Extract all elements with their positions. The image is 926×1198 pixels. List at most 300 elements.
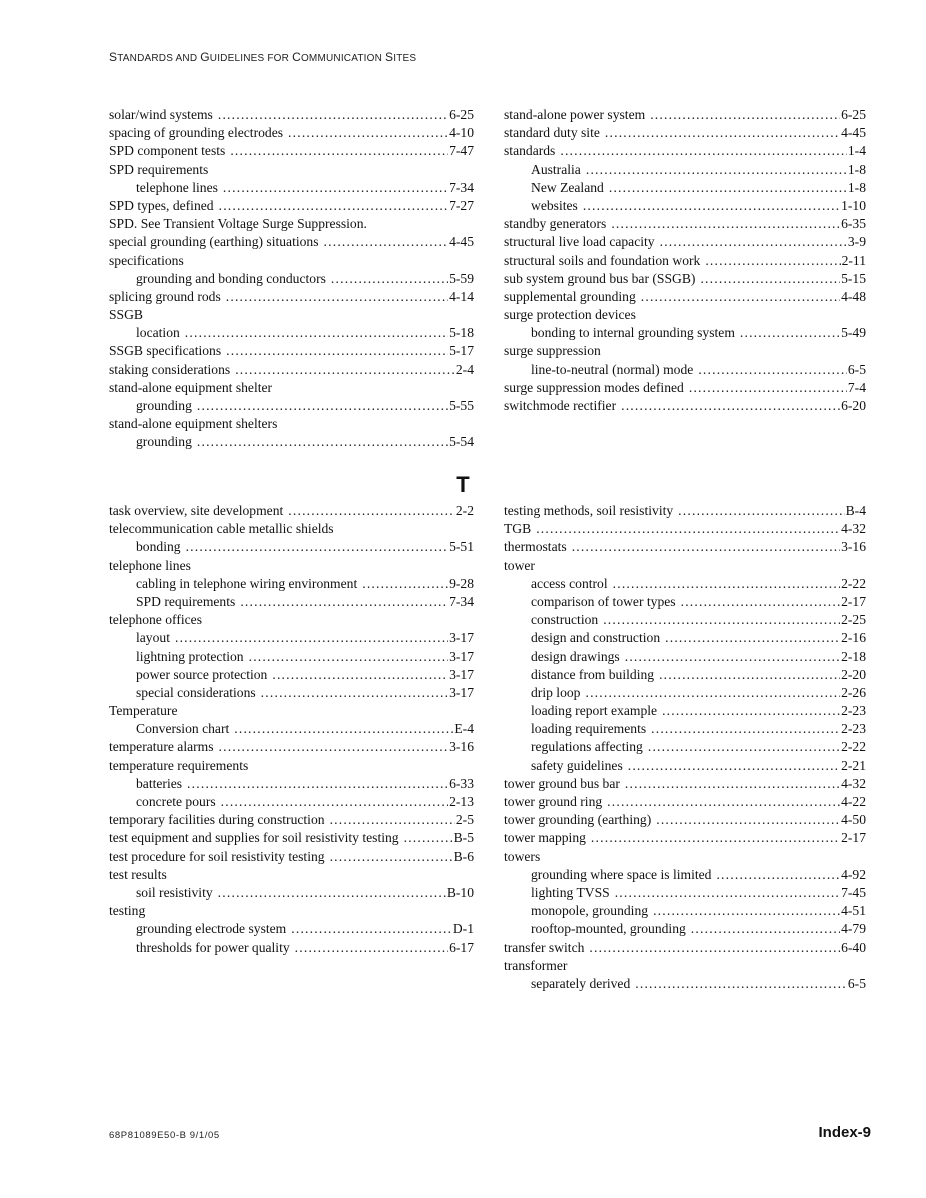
- index-subentry: [109, 575, 474, 593]
- entry-page-ref: 2-22: [841, 739, 866, 755]
- entry-page-ref: 5-17: [449, 343, 474, 359]
- dot-leader: [705, 252, 840, 270]
- entry-term: separately derived: [531, 975, 631, 991]
- dot-leader: [572, 538, 840, 556]
- dot-leader: [288, 124, 448, 142]
- entry-page-ref: 3-9: [847, 234, 866, 250]
- entry-page-ref: 4-32: [841, 521, 866, 537]
- index-subentry: [504, 884, 866, 902]
- index-entry: [504, 233, 866, 251]
- entry-page-ref: 6-40: [841, 939, 866, 955]
- dot-leader: [185, 324, 448, 342]
- index-entry: [504, 538, 866, 556]
- entry-term: access control: [531, 575, 608, 591]
- entry-page-ref: 1-10: [841, 197, 866, 213]
- index-column-right: [504, 502, 866, 993]
- entry-page-ref: 7-34: [449, 179, 474, 195]
- index-entry: [109, 215, 474, 233]
- entry-term: design drawings: [531, 648, 620, 664]
- entry-page-ref: 6-20: [841, 398, 866, 413]
- entry-term: loading report example: [531, 703, 658, 719]
- index-subentry: [504, 648, 866, 666]
- index-entry: [504, 124, 866, 142]
- index-entry: [504, 793, 866, 811]
- index-subentry: [504, 161, 866, 179]
- index-entry: [109, 902, 474, 920]
- entry-page-ref: 1-8: [847, 161, 866, 177]
- index-subentry: [109, 179, 474, 197]
- dot-leader: [605, 124, 840, 142]
- entry-page-ref: 6-17: [449, 939, 474, 955]
- index-entry: [109, 866, 474, 884]
- index-subentry: [504, 324, 866, 342]
- entry-term: standards: [504, 143, 556, 159]
- index-subentry: [109, 397, 474, 415]
- entry-term: stand-alone power system: [504, 107, 646, 122]
- entry-term: grounding: [136, 398, 192, 413]
- index-entry: [109, 611, 474, 629]
- entry-term: monopole, grounding: [531, 903, 649, 919]
- entry-term: test results: [109, 866, 167, 882]
- dot-leader: [625, 648, 840, 666]
- dot-leader: [591, 829, 840, 847]
- entry-term: telephone lines: [136, 179, 218, 195]
- dot-leader: [272, 666, 448, 684]
- entry-term: SPD requirements: [136, 593, 236, 609]
- dot-leader: [197, 433, 448, 451]
- index-subentry: [504, 866, 866, 884]
- entry-term: bonding: [136, 539, 181, 555]
- dot-leader: [653, 902, 840, 920]
- dot-leader: [240, 593, 448, 611]
- index-entry: [109, 342, 474, 360]
- index-entry: [109, 502, 474, 520]
- entry-page-ref: B-6: [453, 848, 474, 864]
- entry-page-ref: 2-25: [841, 612, 866, 628]
- entry-term: switchmode rectifier: [504, 398, 617, 413]
- document-id: 68P81089E50-B 9/1/05: [109, 1130, 220, 1141]
- entry-page-ref: 4-50: [841, 812, 866, 828]
- entry-page-ref: 2-2: [455, 503, 474, 518]
- entry-term: lighting TVSS: [531, 884, 610, 900]
- dot-leader: [586, 161, 847, 179]
- index-subentry: [504, 720, 866, 738]
- section-letter-t: T: [456, 472, 470, 497]
- index-column-right: [504, 106, 866, 415]
- entry-page-ref: 2-26: [841, 684, 866, 700]
- entry-term: testing methods, soil resistivity: [504, 503, 674, 518]
- dot-leader: [585, 684, 840, 702]
- entry-term: Australia: [531, 161, 581, 177]
- entry-term: temporary facilities during construction: [109, 812, 325, 828]
- index-subentry: [109, 324, 474, 342]
- dot-leader: [324, 233, 449, 251]
- index-column-left: [109, 106, 474, 452]
- entry-page-ref: 2-23: [841, 721, 866, 737]
- index-entry: [109, 702, 474, 720]
- entry-term: supplemental grounding: [504, 288, 636, 304]
- entry-page-ref: B-5: [453, 830, 474, 846]
- entry-term: telecommunication cable metallic shields: [109, 521, 334, 537]
- dot-leader: [187, 775, 448, 793]
- entry-page-ref: 4-51: [841, 903, 866, 919]
- dot-leader: [331, 270, 448, 288]
- entry-page-ref: B-4: [845, 503, 866, 518]
- dot-leader: [218, 106, 448, 124]
- entry-page-ref: 3-16: [449, 739, 474, 755]
- index-entry: [109, 306, 474, 324]
- entry-term: New Zealand: [531, 179, 604, 195]
- index-subentry: [504, 684, 866, 702]
- dot-leader: [223, 179, 448, 197]
- entry-page-ref: 2-21: [841, 757, 866, 773]
- dot-leader: [716, 866, 840, 884]
- entry-term: grounding where space is limited: [531, 866, 712, 882]
- entry-page-ref: 6-33: [449, 775, 474, 791]
- entry-page-ref: 7-47: [449, 143, 474, 159]
- dot-leader: [659, 666, 840, 684]
- entry-page-ref: B-10: [446, 884, 474, 900]
- index-subentry: [109, 920, 474, 938]
- dot-leader: [226, 288, 448, 306]
- entry-term: towers: [504, 848, 541, 864]
- entry-term: SPD types, defined: [109, 197, 214, 213]
- index-entry: [109, 142, 474, 160]
- index-subentry: [504, 902, 866, 920]
- index-entry: [504, 106, 866, 124]
- entry-term: test procedure for soil resistivity testing: [109, 848, 325, 864]
- dot-leader: [219, 197, 448, 215]
- dot-leader: [665, 629, 840, 647]
- entry-term: tower mapping: [504, 830, 586, 846]
- dot-leader: [330, 811, 455, 829]
- index-entry: [504, 252, 866, 270]
- entry-page-ref: 6-5: [847, 975, 866, 991]
- index-subentry: [504, 629, 866, 647]
- index-entry: [504, 520, 866, 538]
- entry-term: location: [136, 325, 180, 341]
- index-subentry: [504, 666, 866, 684]
- entry-page-ref: E-4: [454, 721, 474, 737]
- entry-term: thermostats: [504, 539, 567, 555]
- entry-page-ref: 5-59: [449, 270, 474, 286]
- index-subentry: [504, 593, 866, 611]
- index-entry: [504, 775, 866, 793]
- entry-term: batteries: [136, 775, 183, 791]
- index-entry: [504, 397, 866, 415]
- entry-page-ref: 3-17: [449, 630, 474, 646]
- dot-leader: [641, 288, 840, 306]
- index-subentry: [504, 920, 866, 938]
- dot-leader: [221, 793, 448, 811]
- entry-page-ref: 6-35: [841, 216, 866, 232]
- index-entry: [504, 848, 866, 866]
- index-subentry: [504, 611, 866, 629]
- entry-page-ref: 3-17: [449, 684, 474, 700]
- index-subentry: [109, 629, 474, 647]
- dot-leader: [583, 197, 840, 215]
- entry-page-ref: 7-45: [841, 884, 866, 900]
- entry-page-ref: 2-17: [841, 593, 866, 609]
- dot-leader: [611, 215, 840, 233]
- dot-leader: [175, 629, 448, 647]
- entry-term: specifications: [109, 252, 184, 268]
- entry-term: safety guidelines: [531, 757, 623, 773]
- dot-leader: [635, 975, 847, 993]
- index-entry: [109, 848, 474, 866]
- entry-page-ref: 3-16: [841, 539, 866, 555]
- index-entry: [504, 502, 866, 520]
- entry-term: solar/wind systems: [109, 107, 213, 122]
- entry-page-ref: 5-49: [841, 325, 866, 341]
- dot-leader: [230, 142, 448, 160]
- entry-term: staking considerations: [109, 361, 231, 377]
- index-entry: [109, 811, 474, 829]
- entry-term: Temperature: [109, 703, 178, 719]
- dot-leader: [625, 775, 840, 793]
- dot-leader: [621, 397, 840, 415]
- dot-leader: [362, 575, 448, 593]
- index-entry: [109, 829, 474, 847]
- entry-term: websites: [531, 197, 578, 213]
- index-subentry: [504, 975, 866, 993]
- entry-page-ref: 4-22: [841, 794, 866, 809]
- entry-term: grounding: [136, 434, 192, 450]
- entry-term: surge suppression: [504, 343, 601, 359]
- entry-term: surge protection devices: [504, 307, 636, 323]
- entry-page-ref: 6-25: [449, 107, 474, 122]
- entry-term: Conversion chart: [136, 721, 230, 737]
- dot-leader: [235, 361, 455, 379]
- dot-leader: [291, 920, 452, 938]
- entry-term: stand-alone equipment shelter: [109, 379, 273, 395]
- index-subentry: [504, 738, 866, 756]
- entry-page-ref: 5-54: [449, 434, 474, 450]
- dot-leader: [609, 179, 847, 197]
- entry-page-ref: 4-79: [841, 921, 866, 937]
- entry-page-ref: 2-4: [455, 361, 474, 377]
- entry-term: structural soils and foundation work: [504, 252, 701, 268]
- index-entry: [109, 288, 474, 306]
- entry-page-ref: 2-16: [841, 630, 866, 646]
- entry-term: construction: [531, 612, 599, 628]
- entry-page-ref: 2-13: [449, 794, 474, 809]
- entry-term: tower ground bus bar: [504, 775, 620, 791]
- dot-leader: [650, 106, 840, 124]
- entry-page-ref: 2-18: [841, 648, 866, 664]
- entry-term: soil resistivity: [136, 884, 213, 900]
- dot-leader: [219, 738, 449, 756]
- index-entry: [504, 142, 866, 160]
- entry-term: comparison of tower types: [531, 593, 676, 609]
- running-header-text: STANDARDS AND GUIDELINES FOR COMMUNICATION SITES: [109, 50, 417, 64]
- dot-leader: [648, 738, 840, 756]
- index-subentry: [109, 593, 474, 611]
- entry-page-ref: D-1: [452, 921, 474, 937]
- index-subentry: [109, 884, 474, 902]
- entry-term: thresholds for power quality: [136, 939, 290, 955]
- dot-leader: [700, 270, 840, 288]
- entry-term: stand-alone equipment shelters: [109, 416, 278, 432]
- entry-term: SPD requirements: [109, 161, 209, 177]
- entry-term: cabling in telephone wiring environment: [136, 575, 358, 591]
- index-entry: [504, 829, 866, 847]
- index-entry: [109, 738, 474, 756]
- entry-term: bonding to internal grounding system: [531, 325, 735, 341]
- dot-leader: [249, 648, 448, 666]
- entry-page-ref: 2-5: [455, 812, 474, 828]
- entry-page-ref: 4-45: [449, 234, 474, 250]
- dot-leader: [234, 720, 453, 738]
- index-entry: [504, 270, 866, 288]
- entry-page-ref: 4-32: [841, 775, 866, 791]
- entry-page-ref: 3-17: [449, 648, 474, 664]
- index-entry: [109, 557, 474, 575]
- dot-leader: [261, 684, 448, 702]
- index-entry: [504, 557, 866, 575]
- index-entry: [504, 811, 866, 829]
- dot-leader: [678, 502, 844, 520]
- dot-leader: [607, 793, 840, 811]
- entry-term: lightning protection: [136, 648, 244, 664]
- entry-term: surge suppression modes defined: [504, 379, 684, 395]
- index-entry: [109, 361, 474, 379]
- entry-term: layout: [136, 630, 170, 646]
- index-entry: [109, 379, 474, 397]
- entry-page-ref: 5-18: [449, 325, 474, 341]
- entry-page-ref: 5-51: [449, 539, 474, 555]
- entry-term: temperature alarms: [109, 739, 214, 755]
- entry-page-ref: 2-23: [841, 703, 866, 719]
- entry-term: tower grounding (earthing): [504, 812, 652, 828]
- index-subentry: [504, 757, 866, 775]
- entry-term: special considerations: [136, 684, 256, 700]
- index-entry: [109, 757, 474, 775]
- index-entry: [109, 415, 474, 433]
- index-subentry: [504, 361, 866, 379]
- dot-leader: [691, 920, 840, 938]
- dot-leader: [589, 939, 840, 957]
- entry-term: distance from building: [531, 666, 655, 682]
- entry-term: drip loop: [531, 684, 581, 700]
- entry-page-ref: 5-15: [841, 270, 866, 286]
- page-number: Index-9: [818, 1124, 871, 1141]
- entry-page-ref: 5-55: [449, 398, 474, 413]
- index-entry: [109, 106, 474, 124]
- index-subentry: [109, 666, 474, 684]
- dot-leader: [197, 397, 448, 415]
- index-subentry: [504, 575, 866, 593]
- index-entry: [504, 342, 866, 360]
- dot-leader: [330, 848, 453, 866]
- entry-term: task overview, site development: [109, 503, 284, 518]
- dot-leader: [186, 538, 449, 556]
- entry-term: line-to-neutral (normal) mode: [531, 361, 694, 377]
- dot-leader: [689, 379, 847, 397]
- dot-leader: [226, 342, 448, 360]
- entry-term: sub system ground bus bar (SSGB): [504, 270, 696, 286]
- entry-term: concrete pours: [136, 794, 216, 809]
- entry-page-ref: 2-22: [841, 575, 866, 591]
- running-header: [109, 50, 416, 64]
- index-subentry: [504, 197, 866, 215]
- dot-leader: [218, 884, 446, 902]
- dot-leader: [603, 611, 840, 629]
- entry-term: power source protection: [136, 666, 268, 682]
- dot-leader: [295, 939, 448, 957]
- index-entry: [109, 197, 474, 215]
- entry-term: design and construction: [531, 630, 661, 646]
- entry-term: rooftop-mounted, grounding: [531, 921, 686, 937]
- dot-leader: [651, 720, 840, 738]
- entry-page-ref: 6-5: [847, 361, 866, 377]
- dot-leader: [404, 829, 453, 847]
- entry-term: transfer switch: [504, 939, 585, 955]
- dot-leader: [613, 575, 840, 593]
- entry-page-ref: 1-8: [847, 179, 866, 195]
- entry-page-ref: 4-45: [841, 125, 866, 141]
- index-subentry: [109, 270, 474, 288]
- index-subentry: [109, 684, 474, 702]
- entry-page-ref: 1-4: [847, 143, 866, 159]
- index-subentry: [109, 538, 474, 556]
- entry-page-ref: 6-25: [841, 107, 866, 122]
- entry-term: structural live load capacity: [504, 234, 655, 250]
- entry-term: transformer: [504, 957, 568, 973]
- index-entry: [109, 233, 474, 251]
- entry-page-ref: 7-4: [847, 379, 866, 395]
- index-entry: [109, 124, 474, 142]
- entry-term: test equipment and supplies for soil resistivity testing: [109, 830, 399, 846]
- entry-page-ref: 3-17: [449, 666, 474, 682]
- dot-leader: [698, 361, 847, 379]
- entry-term: SSGB specifications: [109, 343, 222, 359]
- index-entry: [504, 306, 866, 324]
- index-subentry: [109, 939, 474, 957]
- entry-term: TGB: [504, 521, 532, 537]
- entry-term: tower: [504, 557, 535, 573]
- entry-page-ref: 4-14: [449, 288, 474, 304]
- entry-page-ref: 2-11: [841, 252, 866, 268]
- entry-term: regulations affecting: [531, 739, 643, 755]
- entry-term: splicing ground rods: [109, 288, 221, 304]
- entry-term: loading requirements: [531, 721, 647, 737]
- entry-term: telephone lines: [109, 557, 191, 573]
- entry-term: standby generators: [504, 216, 607, 232]
- index-subentry: [109, 720, 474, 738]
- entry-term: telephone offices: [109, 612, 202, 628]
- index-entry: [504, 215, 866, 233]
- entry-term: temperature requirements: [109, 757, 249, 773]
- entry-term: tower ground ring: [504, 794, 603, 809]
- entry-term: grounding electrode system: [136, 921, 287, 937]
- entry-page-ref: 4-48: [841, 288, 866, 304]
- entry-term: spacing of grounding electrodes: [109, 125, 284, 141]
- entry-term: SSGB: [109, 307, 144, 323]
- dot-leader: [656, 811, 840, 829]
- entry-page-ref: 4-10: [449, 125, 474, 141]
- index-entry: [109, 161, 474, 179]
- entry-page-ref: 4-92: [841, 866, 866, 882]
- index-subentry: [109, 775, 474, 793]
- index-subentry: [504, 702, 866, 720]
- entry-term: SPD. See Transient Voltage Surge Suppression.: [109, 216, 367, 232]
- entry-term: standard duty site: [504, 125, 600, 141]
- index-subentry: [109, 433, 474, 451]
- entry-page-ref: 7-34: [449, 593, 474, 609]
- dot-leader: [681, 593, 840, 611]
- entry-page-ref: 2-20: [841, 666, 866, 682]
